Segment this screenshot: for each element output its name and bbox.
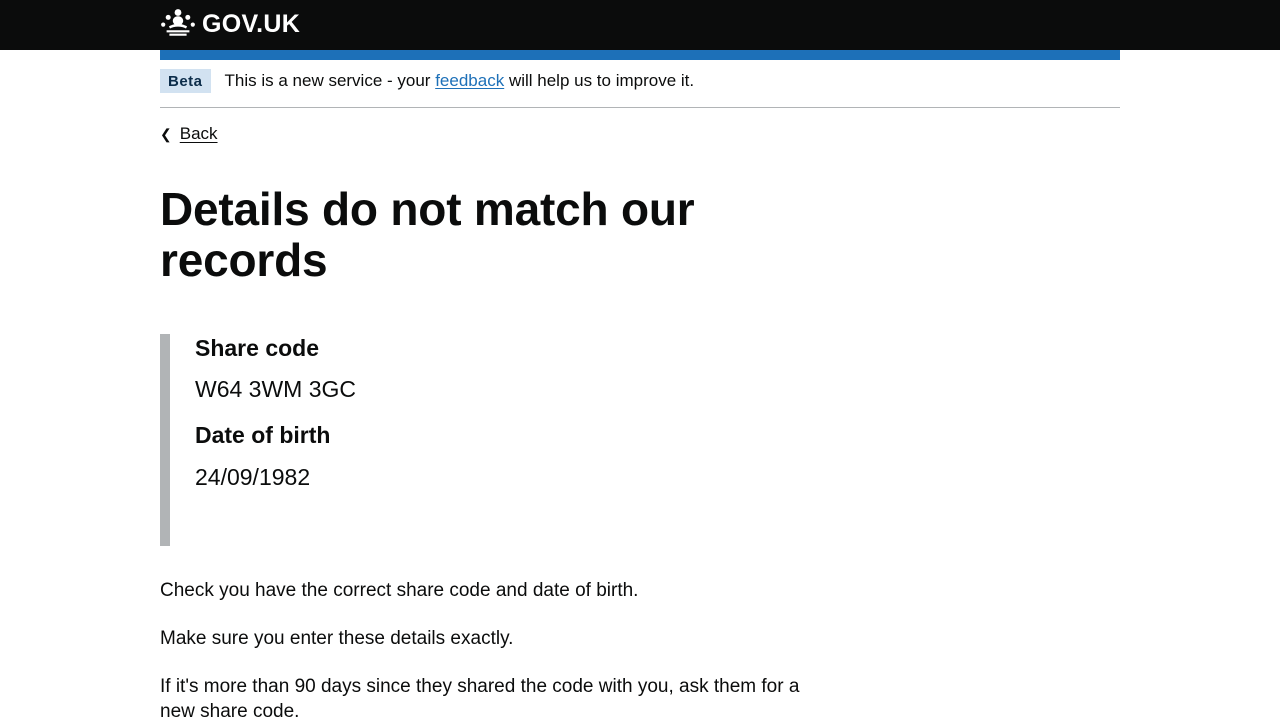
date-of-birth-value: 24/09/1982 (195, 464, 311, 491)
details-inset (160, 334, 800, 546)
page-wrapper (160, 60, 1120, 720)
back-link[interactable] (160, 124, 218, 144)
paragraph-check-details: Check you have the correct share code and date of birth. (160, 579, 639, 601)
date-of-birth-label: Date of birth (195, 422, 331, 449)
gov-uk-crown-icon (160, 7, 196, 44)
feedback-link[interactable]: feedback (435, 70, 505, 90)
page-title: Details do not match our records (160, 183, 695, 286)
paragraph-enter-exactly: Make sure you enter these details exactly. (160, 627, 514, 649)
phase-banner-tag: Beta (160, 69, 211, 93)
gov-uk-header (0, 0, 1280, 50)
service-blue-bar (160, 50, 1120, 60)
phase-banner-text-before: This is a new service - your (224, 70, 431, 90)
share-code-value: W64 3WM 3GC (195, 376, 357, 403)
back-link-row (160, 108, 1120, 144)
phase-banner-text (225, 71, 695, 91)
gov-uk-logo-text: GOV.UK (202, 9, 301, 38)
share-code-label: Share code (195, 334, 319, 361)
phase-banner-text-after: will help us to improve it. (508, 70, 695, 90)
paragraph-ninety-days: If it's more than 90 days since they shared the code with you, ask them for a new share code. (160, 675, 800, 720)
body-copy (160, 578, 1120, 720)
gov-uk-home-link[interactable] (160, 7, 300, 44)
chevron-left-icon: ❮ (160, 126, 172, 143)
back-link-label: Back (179, 124, 218, 143)
phase-banner (160, 60, 1120, 108)
